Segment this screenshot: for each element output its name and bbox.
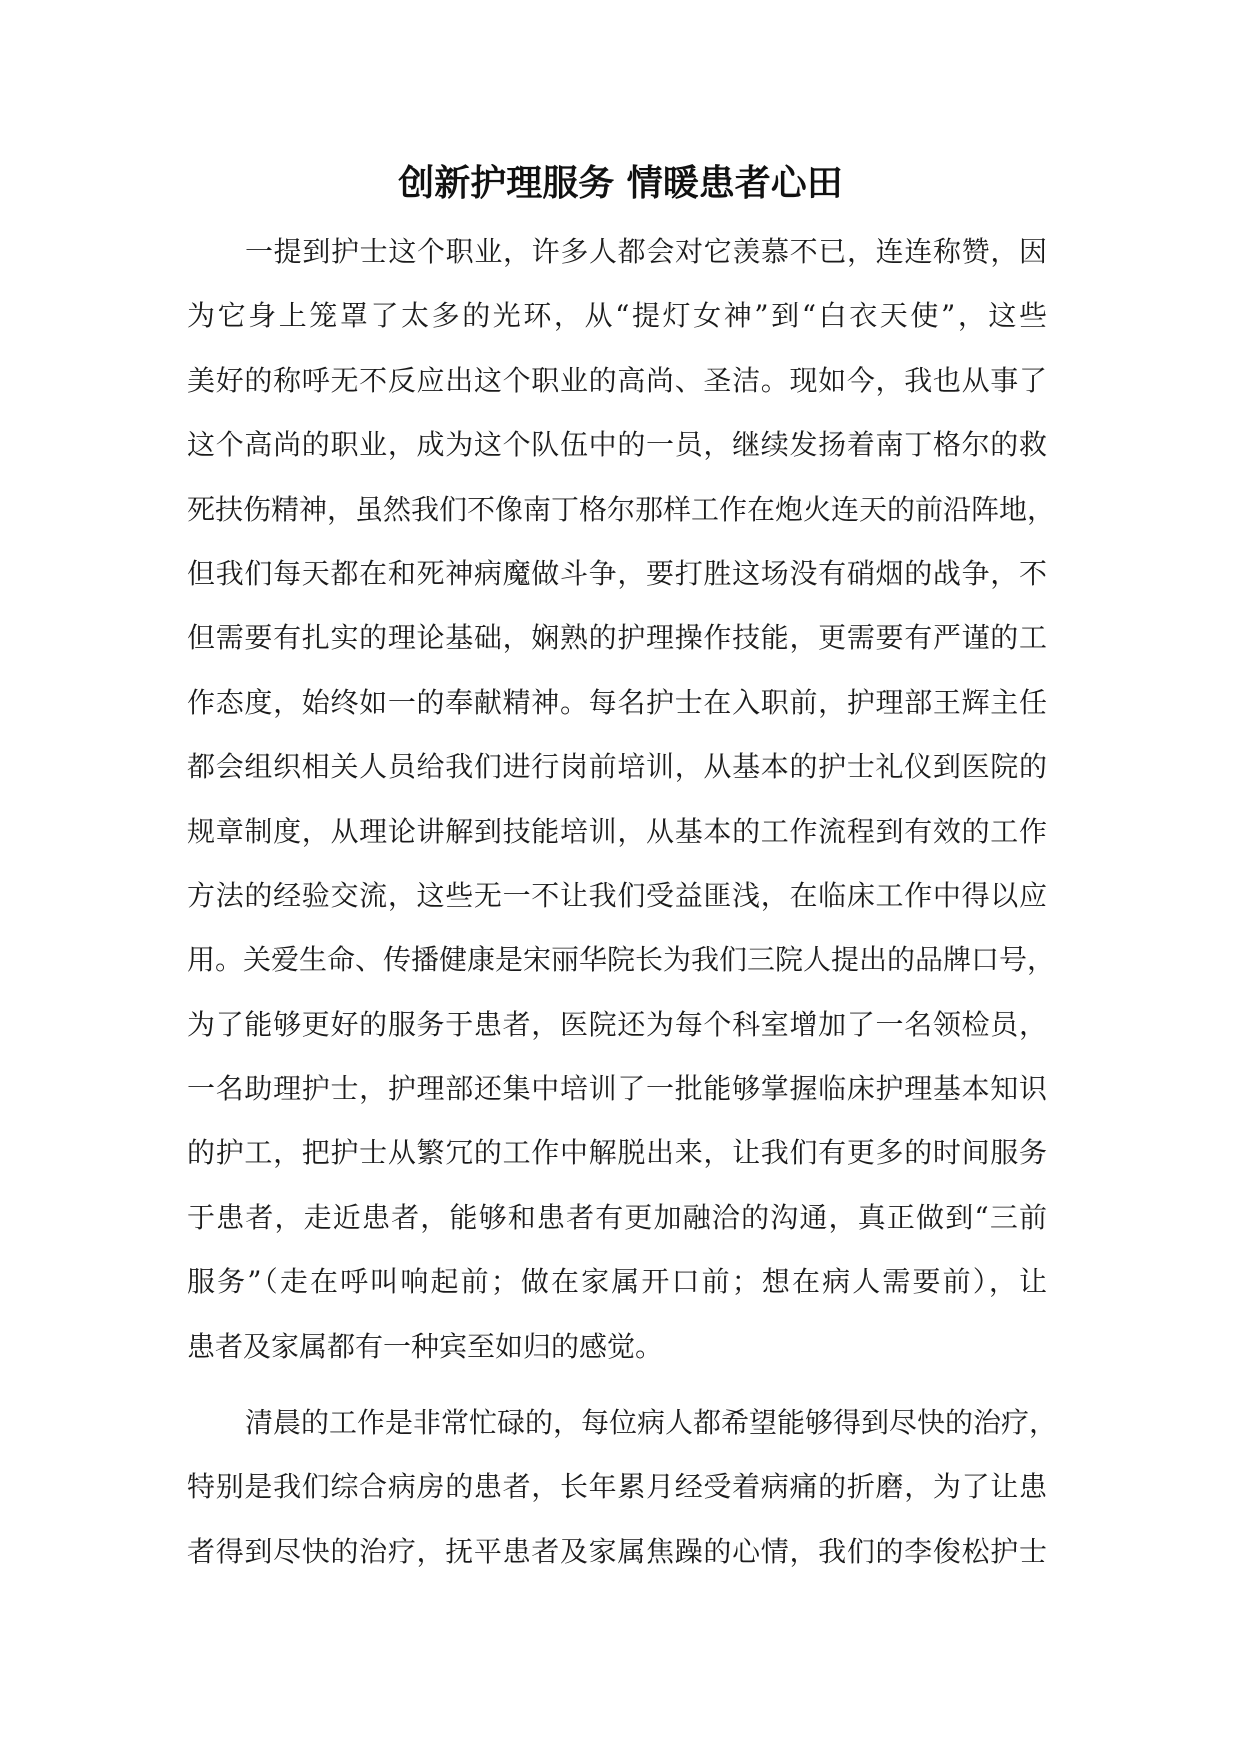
text-line: 作态度，始终如一的奉献精神。每名护士在入职前，护理部王辉主任: [187, 685, 1047, 719]
text-line: 但我们每天都在和死神病魔做斗争，要打胜这场没有硝烟的战争，不: [187, 556, 1047, 590]
paragraph-1: [187, 220, 1056, 1379]
text-line: 患者及家属都有一种宾至如归的感觉。: [187, 1329, 664, 1363]
text-line: 规章制度，从理论讲解到技能培训，从基本的工作流程到有效的工作: [187, 814, 1047, 848]
text-line: 于患者，走近患者，能够和患者有更加融洽的沟通，真正做到“三前: [187, 1200, 1047, 1234]
text-line: 但需要有扎实的理论基础，娴熟的护理操作技能，更需要有严谨的工: [187, 621, 1047, 655]
text-line: 一提到护士这个职业，许多人都会对它羡慕不已，连连称赞，因: [245, 235, 1047, 268]
text-line: 这个高尚的职业，成为这个队伍中的一员，继续发扬着南丁格尔的救: [187, 428, 1047, 462]
text-line: 都会组织相关人员给我们进行岗前培训，从基本的护士礼仪到医院的: [187, 750, 1047, 784]
text-line: 死扶伤精神，虽然我们不像南丁格尔那样工作在炮火连天的前沿阵地，: [187, 492, 1056, 526]
text-line: 服务”（走在呼叫响起前；做在家属开口前；想在病人需要前），让: [187, 1265, 1047, 1299]
paragraph-spacer: [187, 1379, 1047, 1391]
text-line: 美好的称呼无不反应出这个职业的高尚、圣洁。现如今，我也从事了: [187, 363, 1047, 397]
text-line: 清晨的工作是非常忙碌的，每位病人都希望能够得到尽快的治疗，: [245, 1406, 1058, 1440]
text-line: 为它身上笼罩了太多的光环，从“提灯女神”到“白衣天使”，这些: [187, 299, 1047, 333]
text-line: 者得到尽快的治疗，抚平患者及家属焦躁的心情，我们的李俊松护士: [187, 1534, 1047, 1568]
document-body: [187, 220, 1058, 1584]
text-line: 为了能够更好的服务于患者，医院还为每个科室增加了一名领检员，: [187, 1007, 1047, 1041]
text-line: 方法的经验交流，这些无一不让我们受益匪浅，在临床工作中得以应: [187, 878, 1047, 912]
paragraph-2: [187, 1391, 1058, 1584]
text-line: 用。关爱生命、传播健康是宋丽华院长为我们三院人提出的品牌口号，: [187, 943, 1056, 977]
text-line: 特别是我们综合病房的患者，长年累月经受着病痛的折磨，为了让患: [187, 1470, 1047, 1504]
document-title: 创新护理服务 情暖患者心田: [398, 162, 843, 204]
text-line: 的护工，把护士从繁冗的工作中解脱出来，让我们有更多的时间服务: [187, 1136, 1047, 1170]
text-line: 一名助理护士，护理部还集中培训了一批能够掌握临床护理基本知识: [187, 1072, 1047, 1106]
